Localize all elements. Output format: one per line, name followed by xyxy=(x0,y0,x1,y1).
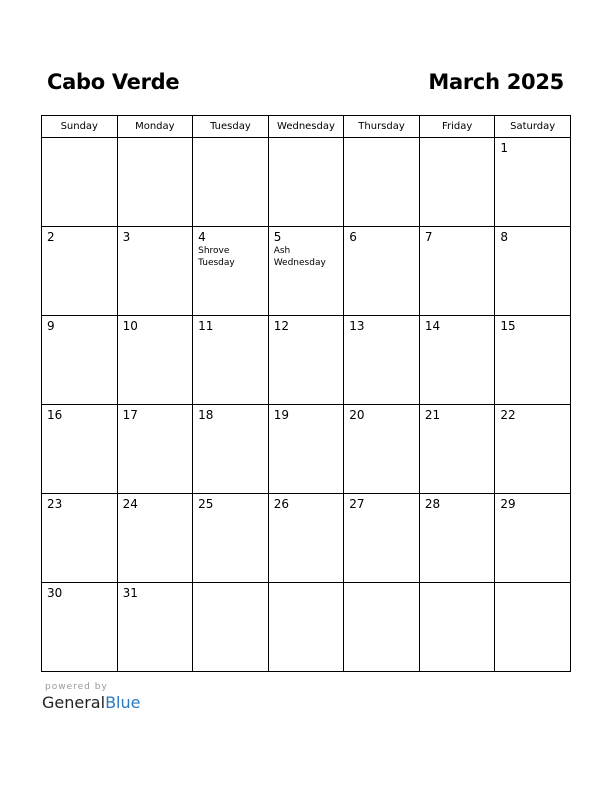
day-cell xyxy=(268,405,344,494)
day-cell xyxy=(117,316,193,405)
day-cell xyxy=(495,138,571,227)
day-number: 4 xyxy=(198,230,206,244)
day-cell xyxy=(495,405,571,494)
day-cell xyxy=(193,138,269,227)
week-row xyxy=(42,583,571,672)
day-number: 3 xyxy=(122,230,131,244)
calendar-grid xyxy=(41,115,571,672)
day-number: 31 xyxy=(122,586,138,600)
day-cell xyxy=(42,138,118,227)
day-cell xyxy=(419,494,495,583)
day-cell xyxy=(419,138,495,227)
day-number: 20 xyxy=(349,408,365,422)
week-row xyxy=(42,138,571,227)
day-cell xyxy=(117,583,193,672)
day-number: 15 xyxy=(500,319,516,333)
weekday-header-row xyxy=(42,116,571,138)
day-number: 23 xyxy=(47,497,63,511)
day-cell xyxy=(117,138,193,227)
holiday-label: Ash Wednesday xyxy=(273,246,326,268)
day-cell xyxy=(193,316,269,405)
day-number: 2 xyxy=(47,230,55,244)
day-number: 14 xyxy=(424,319,441,333)
weekday-saturday: Saturday xyxy=(495,116,571,138)
day-cell xyxy=(193,494,269,583)
day-cell xyxy=(495,583,571,672)
day-cell xyxy=(268,138,344,227)
day-cell xyxy=(117,227,193,316)
day-cell xyxy=(344,138,420,227)
day-cell xyxy=(42,405,118,494)
brand-general: General xyxy=(42,693,106,712)
weekday-monday: Monday xyxy=(117,116,193,138)
month-year-title: March 2025 xyxy=(428,70,564,94)
day-number: 9 xyxy=(47,319,55,333)
day-number: 7 xyxy=(424,230,433,244)
day-number: 25 xyxy=(198,497,214,511)
day-cell xyxy=(344,405,420,494)
day-number: 13 xyxy=(349,319,365,333)
day-cell xyxy=(495,494,571,583)
week-row xyxy=(42,227,571,316)
day-number: 26 xyxy=(273,497,289,511)
day-cell xyxy=(42,494,118,583)
day-number: 19 xyxy=(273,408,289,422)
generalblue-logo[interactable] xyxy=(42,693,140,712)
week-row xyxy=(42,494,571,583)
day-number: 21 xyxy=(424,408,441,422)
day-cell xyxy=(344,494,420,583)
day-number: 17 xyxy=(122,408,138,422)
day-cell xyxy=(344,316,420,405)
day-cell xyxy=(268,494,344,583)
day-number: 8 xyxy=(500,230,509,244)
brand-blue: Blue xyxy=(105,693,141,712)
day-number: 6 xyxy=(349,230,357,244)
day-cell xyxy=(268,227,344,316)
day-cell xyxy=(268,583,344,672)
day-number: 28 xyxy=(424,497,441,511)
day-number: 16 xyxy=(47,408,63,422)
day-cell xyxy=(419,405,495,494)
weekday-wednesday: Wednesday xyxy=(268,116,344,138)
weekday-tuesday: Tuesday xyxy=(193,116,269,138)
day-cell xyxy=(117,405,193,494)
weekday-friday: Friday xyxy=(419,116,495,138)
day-cell xyxy=(268,316,344,405)
day-number: 1 xyxy=(500,141,509,155)
week-row xyxy=(42,405,571,494)
day-number: 11 xyxy=(198,319,214,333)
day-number: 10 xyxy=(122,319,138,333)
weekday-thursday: Thursday xyxy=(344,116,420,138)
day-cell xyxy=(193,227,269,316)
day-number: 30 xyxy=(47,586,63,600)
day-cell xyxy=(42,227,118,316)
day-cell xyxy=(42,583,118,672)
day-cell xyxy=(344,227,420,316)
day-number: 12 xyxy=(273,319,289,333)
weekday-sunday: Sunday xyxy=(42,116,118,138)
day-cell xyxy=(495,316,571,405)
powered-by-label: powered by xyxy=(45,682,108,692)
day-cell xyxy=(117,494,193,583)
day-cell xyxy=(42,316,118,405)
day-number: 24 xyxy=(122,497,138,511)
day-cell xyxy=(193,405,269,494)
day-cell xyxy=(419,583,495,672)
day-number: 22 xyxy=(500,408,516,422)
day-number: 18 xyxy=(198,408,214,422)
day-number: 5 xyxy=(273,230,282,244)
day-number: 29 xyxy=(500,497,516,511)
day-cell xyxy=(193,583,269,672)
holiday-label: Shrove Tuesday xyxy=(198,246,235,268)
country-title: Cabo Verde xyxy=(47,70,180,94)
day-cell xyxy=(419,316,495,405)
day-number: 27 xyxy=(349,497,365,511)
calendar-body xyxy=(42,138,571,672)
day-cell xyxy=(495,227,571,316)
day-cell xyxy=(344,583,420,672)
week-row xyxy=(42,316,571,405)
day-cell xyxy=(419,227,495,316)
